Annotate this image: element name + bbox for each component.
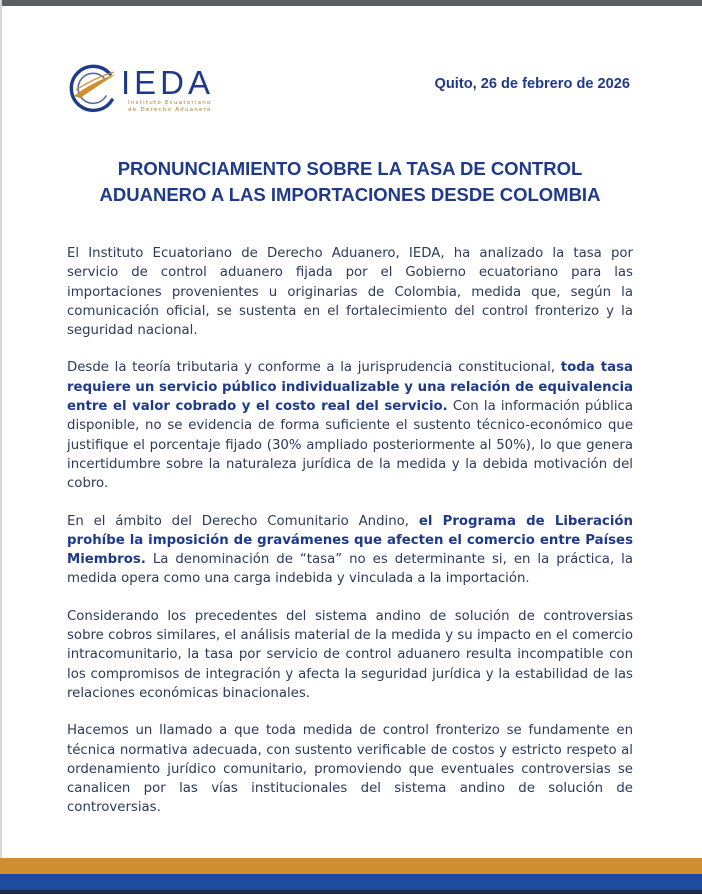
paragraph-3-lead: En el ámbito del Derecho Comunitario Andino, <box>67 513 419 529</box>
paragraph-1 <box>67 244 633 340</box>
footer-stripe-blue <box>0 874 702 890</box>
paragraph-4 <box>67 607 633 703</box>
logo-emblem-icon <box>66 60 122 116</box>
paragraph-5 <box>67 721 633 817</box>
paragraph-3-rest: La denominación de “tasa” no es determinante si, en la práctica, la medida opera como una carga indebida y vinculada a la importación. <box>67 552 633 587</box>
paragraph-4-text: Considerando los precedentes del sistema andino de solución de controversias sobre cobros similares, el análisis material de la medida y su impacto en el comercio intracomunitario, la tasa por servicio de control aduanero resulta incompatible con los compromisos de integración y afecta la seguridad jurídica y la estabilidad de las relaciones económicas binacionales. <box>67 608 633 701</box>
paragraph-2-lead: Desde la teoría tributaria y conforme a la jurisprudencia constitucional, <box>67 360 561 376</box>
paragraph-3 <box>67 512 633 589</box>
paragraph-1-text: El Instituto Ecuatoriano de Derecho Aduanero, IEDA, ha analizado la tasa por servicio de control aduanero fijada por el Gobierno ecuatoriano para las importaciones provenientes u originarias de Colombia, medida que, según la comunicación oficial, se sustenta en el fortalecimiento del control fronterizo y la seguridad nacional. <box>67 246 633 339</box>
window-bottom-bar <box>0 890 702 894</box>
document-date: Quito, 26 de febrero de 2026 <box>434 76 630 92</box>
window-top-bar <box>0 0 702 6</box>
logo-wordmark: IEDA <box>121 64 215 101</box>
paragraph-2 <box>67 358 633 493</box>
title-line-1: PRONUNCIAMIENTO SOBRE LA TASA DE CONTROL <box>117 158 583 179</box>
page-left-edge <box>0 0 2 894</box>
title-line-2: ADUANERO A LAS IMPORTACIONES DESDE COLOMBIA <box>99 184 601 205</box>
paragraph-3-emphasis: el Programa de Liberación prohíbe la imposición de gravámenes que afecten el comercio entre Países Miembros. <box>67 513 633 568</box>
ieda-logo <box>66 60 216 116</box>
paragraph-2-emphasis: toda tasa requiere un servicio público individualizable y una relación de equivalencia entre el valor cobrado y el costo real del servicio. <box>67 360 634 415</box>
paragraph-5-text: Hacemos un llamado a que toda medida de control fronterizo se fundamente en técnica normativa adecuada, con sustento verificable de costos y estricto respeto al ordenamiento jurídico comunitario, promoviendo que eventuales controversias se canalicen por las vías institucionales del sistema andino de solución de controversias. <box>67 723 633 816</box>
footer-stripe-orange <box>0 858 702 874</box>
paragraph-2-rest: Con la información pública disponible, no se evidencia de forma suficiente el sustento técnico-económico que justifique el porcentaje fijado (30% ampliado posteriormente al 50%), lo que genera incertidumbre sobre la naturaleza jurídica de la medida y la debida motivación del cobro. <box>67 399 633 492</box>
document-title <box>40 156 660 208</box>
document-body <box>67 244 633 836</box>
logo-subtitle: Instituto Ecuatoriano de Derecho Aduanero <box>128 100 212 113</box>
